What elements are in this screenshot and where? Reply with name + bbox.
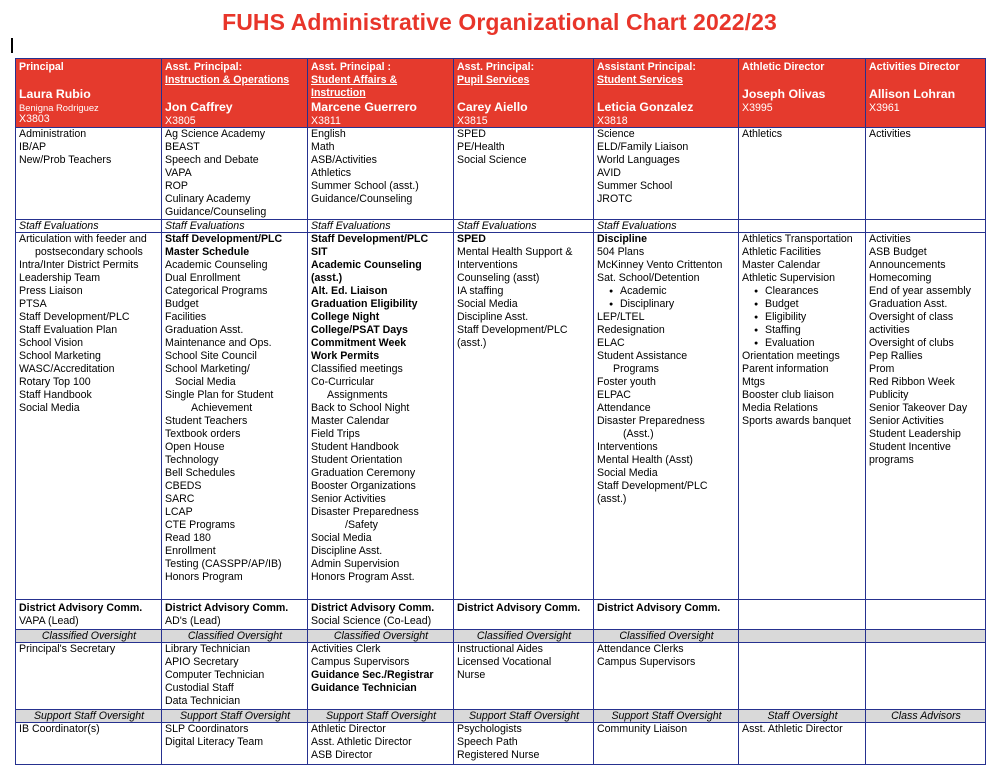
district-advisory-cell: District Advisory Comm. Social Science (Co-Lead) (308, 600, 454, 630)
district-advisory-cell: District Advisory Comm. (594, 600, 739, 630)
district-advisory-cell: District Advisory Comm. (454, 600, 594, 630)
person-name: Leticia Gonzalez (597, 100, 694, 114)
duties-cell: Athletics (739, 128, 866, 220)
role-subtitle: Pupil Services (457, 74, 530, 86)
responsibilities-cell: Staff Development/PLC Master Schedule Academic Counseling Dual Enrollment Categorical Programs Budget Facilities Graduation Asst. Maintenance and Ops. School Site Council School Marketing/ Social Media Single Plan for Student Achievement Student Teachers Textbook orders Open House Technology Bell Schedules CBEDS SARC LCAP CTE Programs Read 180 Enrollment Testing (CASSPP/AP/IB) Honors Program (162, 233, 308, 600)
phone-extension: X3995 (742, 102, 773, 114)
role-title: Principal (19, 61, 64, 73)
duties-cell: Activities (866, 128, 986, 220)
responsibilities-cell: Athletics Transportation Athletic Facilities Master Calendar Athletic Supervision ● Clearances ● Budget ● Eligibility ● Staffing ● Evaluation Orientation meetings Parent information Mtgs Booster club liaison Media Relations Sports awards banquet (739, 233, 866, 600)
support-cell: Asst. Athletic Director (739, 723, 866, 765)
duties-cell: English Math ASB/Activities Athletics Summer School (asst.) Guidance/Counseling (308, 128, 454, 220)
support-staff-row (16, 723, 986, 765)
phone-extension: X3818 (597, 115, 628, 127)
support-cell: SLP Coordinators Digital Literacy Team (162, 723, 308, 765)
responsibilities-row (16, 233, 986, 600)
person-name: Carey Aiello (457, 100, 528, 114)
eval-label: Staff Evaluations (162, 220, 308, 233)
eval-label: Staff Evaluations (594, 220, 739, 233)
district-advisory-cell (739, 600, 866, 630)
role-title: Asst. Principal : (311, 61, 392, 73)
classified-label: Classified Oversight (454, 630, 594, 643)
support-label: Support Staff Oversight (162, 710, 308, 723)
responsibilities-cell: Staff Development/PLC SIT Academic Counseling (asst.) Alt. Ed. Liaison Graduation Eligibility College Night College/PSAT Days Commitment Week Work Permits Classified meetings Co-Curricular Assignments Back to School Night Master Calendar Field Trips Student Handbook Student Orientation Graduation Ceremony Booster Organizations Senior Activities Disaster Preparedness /Safety Social Media Discipline Asst. Admin Supervision Honors Program Asst. (308, 233, 454, 600)
header-ap-student-services (594, 59, 739, 128)
role-title: Athletic Director (742, 61, 825, 73)
responsibilities-cell: SPED Mental Health Support & Interventions Counseling (asst) IA staffing Social Media Discipline Asst. Staff Development/PLC (asst.) (454, 233, 594, 600)
duties-cell: Science ELD/Family Liaison World Languages AVID Summer School JROTC (594, 128, 739, 220)
role-subtitle: Student Services (597, 74, 683, 86)
role-title: Activities Director (869, 61, 960, 73)
text-cursor (11, 38, 13, 53)
classified-label (739, 630, 866, 643)
classified-cell (739, 643, 866, 710)
page-title: FUHS Administrative Organizational Chart 2022/23 (222, 9, 777, 35)
classified-cell: Activities Clerk Campus Supervisors Guidance Sec./Registrar Guidance Technician (308, 643, 454, 710)
role-subtitle-2: Instruction (311, 87, 366, 99)
header-row (16, 59, 986, 128)
eval-label: Staff Evaluations (16, 220, 162, 233)
role-subtitle: Instruction & Operations (165, 74, 290, 86)
classified-label: Classified Oversight (308, 630, 454, 643)
responsibilities-cell: Articulation with feeder and postsecondary schools Intra/Inter District Permits Leadership Team Press Liaison PTSA Staff Development/PLC Staff Evaluation Plan School Vision School Marketing WASC/Accreditation Rotary Top 100 Staff Handbook Social Media (16, 233, 162, 600)
classified-label (866, 630, 986, 643)
support-cell: Psychologists Speech Path Registered Nurse (454, 723, 594, 765)
phone-extension: X3805 (165, 115, 196, 127)
support-cell: Community Liaison (594, 723, 739, 765)
eval-label: Staff Evaluations (308, 220, 454, 233)
classified-oversight-row (16, 643, 986, 710)
eval-label: Staff Evaluations (454, 220, 594, 233)
role-subtitle: Student Affairs & (311, 74, 398, 86)
org-chart-table (15, 58, 986, 765)
support-label: Support Staff Oversight (308, 710, 454, 723)
classified-cell: Library Technician APIO Secretary Computer Technician Custodial Staff Data Technician (162, 643, 308, 710)
support-cell (866, 723, 986, 765)
support-cell: IB Coordinator(s) (16, 723, 162, 765)
district-advisory-cell (866, 600, 986, 630)
classified-label: Classified Oversight (16, 630, 162, 643)
support-label: Class Advisors (866, 710, 986, 723)
phone-extension: X3961 (869, 102, 900, 114)
support-label: Support Staff Oversight (454, 710, 594, 723)
header-athletic-director (739, 59, 866, 128)
support-staff-label-row (16, 710, 986, 723)
header-activities-director (866, 59, 986, 128)
classified-cell: Instructional Aides Licensed Vocational Nurse (454, 643, 594, 710)
phone-extension: X3815 (457, 115, 488, 127)
support-label: Support Staff Oversight (16, 710, 162, 723)
responsibilities-cell: Activities ASB Budget Announcements Homecoming End of year assembly Graduation Asst. Oversight of class activities Oversight of clubs Pep Rallies Prom Red Ribbon Week Publicity Senior Takeover Day Senior Activities Student Leadership Student Incentive programs (866, 233, 986, 600)
support-label: Staff Oversight (739, 710, 866, 723)
phone-extension: X3803 (19, 113, 50, 125)
classified-cell: Attendance Clerks Campus Supervisors (594, 643, 739, 710)
header-principal (16, 59, 162, 128)
role-title: Asst. Principal: (457, 61, 535, 73)
classified-label: Classified Oversight (594, 630, 739, 643)
responsibilities-cell: Discipline 504 Plans McKinney Vento Crittenton Sat. School/Detention ● Academic ● Disciplinary LEP/LTEL Redesignation ELAC Student Assistance Programs Foster youth ELPAC Attendance Disaster Preparedness (Asst.) Interventions Mental Health (Asst) Social Media Staff Development/PLC (asst.) (594, 233, 739, 600)
duties-cell: Ag Science Academy BEAST Speech and Debate VAPA ROP Culinary Academy Guidance/Counseling (162, 128, 308, 220)
role-title: Assistant Principal: (597, 61, 696, 73)
person-name: Jon Caffrey (165, 100, 233, 114)
phone-extension: X3811 (311, 115, 341, 127)
district-advisory-cell: District Advisory Comm. VAPA (Lead) (16, 600, 162, 630)
header-ap-instruction (162, 59, 308, 128)
duties-cell: SPED PE/Health Social Science (454, 128, 594, 220)
person-name: Marcene Guerrero (311, 100, 417, 114)
support-label: Support Staff Oversight (594, 710, 739, 723)
classified-oversight-label-row (16, 630, 986, 643)
header-ap-student-affairs (308, 59, 454, 128)
duties-cell: Administration IB/AP New/Prob Teachers (16, 128, 162, 220)
duties-row (16, 128, 986, 220)
staff-evaluations-row (16, 220, 986, 233)
eval-label (866, 220, 986, 233)
classified-cell: Principal's Secretary (16, 643, 162, 710)
support-cell: Athletic Director Asst. Athletic Director ASB Director (308, 723, 454, 765)
classified-label: Classified Oversight (162, 630, 308, 643)
classified-cell (866, 643, 986, 710)
person-name: Allison Lohran (869, 87, 956, 101)
eval-label (739, 220, 866, 233)
person-name: Joseph Olivas (742, 87, 826, 101)
district-advisory-row (16, 600, 986, 630)
district-advisory-cell: District Advisory Comm. AD's (Lead) (162, 600, 308, 630)
header-ap-pupil-services (454, 59, 594, 128)
secondary-name: Benigna Rodriguez (19, 102, 99, 113)
person-name: Laura Rubio (19, 87, 91, 101)
role-title: Asst. Principal: (165, 61, 243, 73)
